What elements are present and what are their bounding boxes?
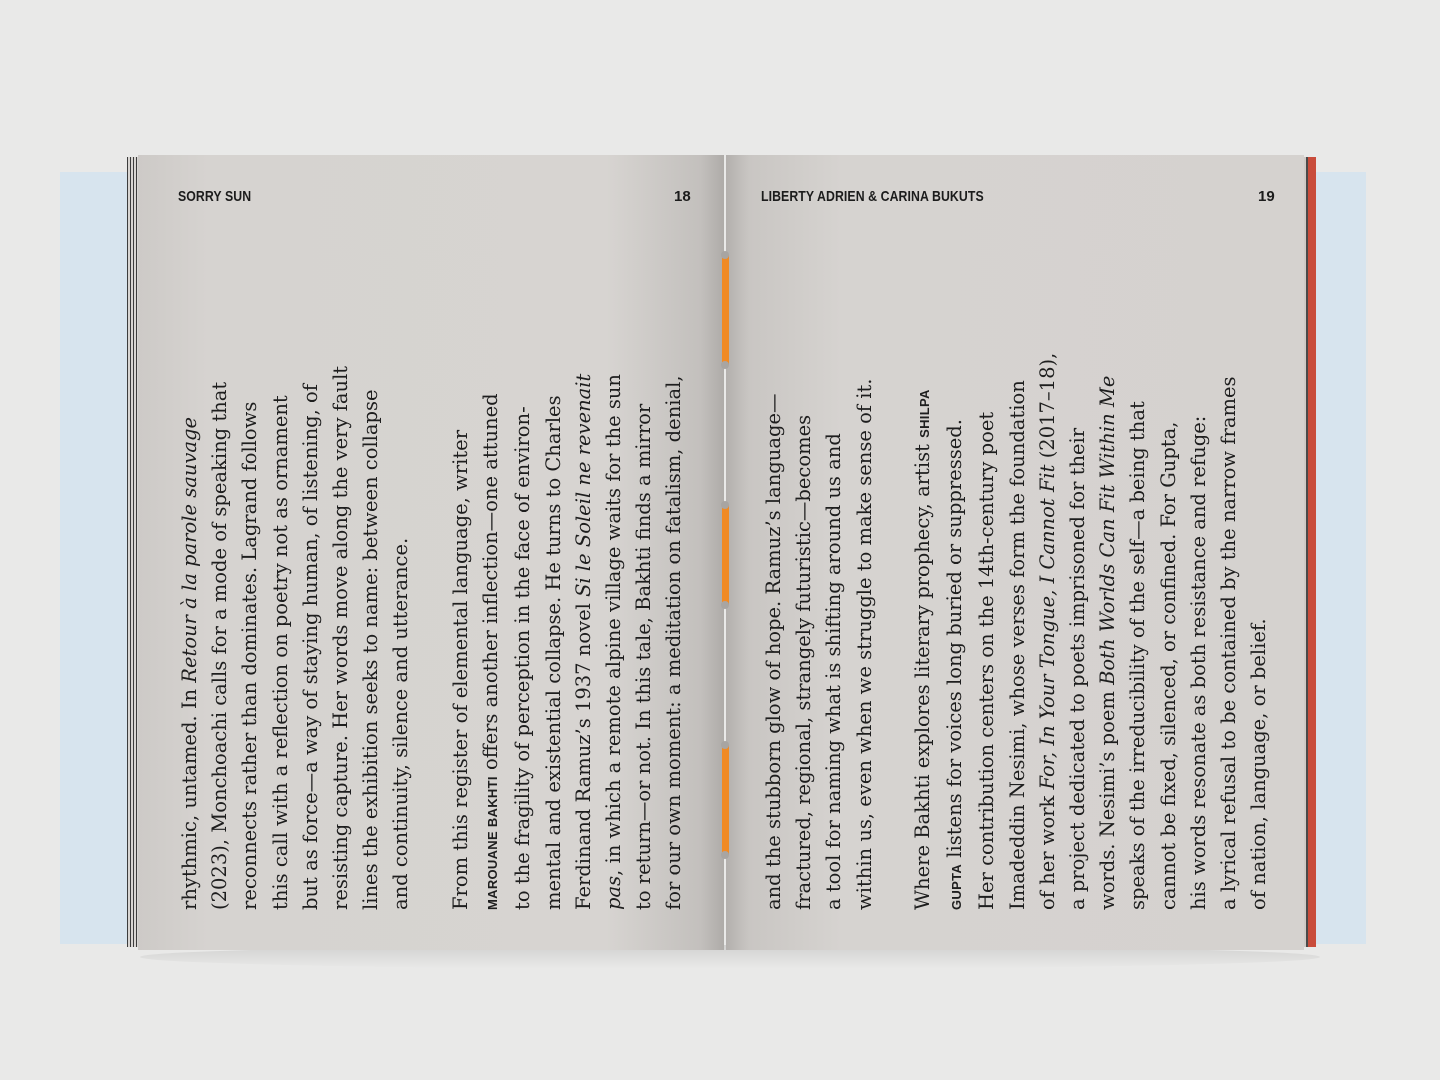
stitch-hole <box>721 501 729 509</box>
text-line: mental and existential collapse. He turns to Charles <box>541 395 565 910</box>
artist-name: GUPTA <box>949 863 965 910</box>
text-line: of nation, language, or belief. <box>1247 618 1271 910</box>
text-line: rhythmic, untamed. In Retour à la parole sauvage <box>178 416 201 910</box>
text-line: lines the exhibition seeks to name: between collapse <box>359 389 383 910</box>
text-line: of her work For, In Your Tongue, I Cannot Fit (2017–18), <box>1035 352 1059 910</box>
text-line: but as force—a way of staying human, of listening, of <box>298 383 322 910</box>
text-line: cannot be fixed, silenced, or confined. For Gupta, <box>1156 421 1180 910</box>
text-line: a lyrical refusal to be contained by the narrow frames <box>1217 376 1241 910</box>
text-line: and the stubborn glow of hope. Ramuz’s language— <box>762 393 785 910</box>
text-line: (2023), Monchoachi calls for a mode of speaking that <box>208 381 232 910</box>
left-page <box>138 155 724 950</box>
right-paragraph-1 <box>759 278 880 910</box>
left-paragraph-2 <box>446 278 690 910</box>
text-line: pas, in which a remote alpine village waits for the sun <box>602 374 626 910</box>
stitch-hole <box>721 601 729 609</box>
text-line: words. Nesimi’s poem Both Worlds Can Fit Within Me <box>1096 375 1120 910</box>
text-line: speaks of the irreducibility of the self—a being that <box>1126 401 1150 910</box>
stitch-hole <box>721 251 729 259</box>
running-head-left: SORRY SUN <box>178 188 252 205</box>
text-line: and continuity, silence and utterance. <box>389 537 413 910</box>
artist-name: SHILPA <box>917 389 932 438</box>
text-line: for our own moment: a meditation on fatalism, denial, <box>662 375 686 910</box>
text-line: reconnects rather than dominates. Lagrand follows <box>238 401 262 910</box>
stitch-hole <box>721 851 729 859</box>
text-line: to the fragility of perception in the face of environ- <box>511 406 535 910</box>
text-line: MAROUANE BAKHTI offers another inflection—one attuned <box>479 393 503 910</box>
page-number-left: 18 <box>674 188 691 205</box>
text-line: Imadeddin Nesimi, whose verses form the foundation <box>1005 380 1029 910</box>
text-line: GUPTA listens for voices long buried or suppressed. <box>943 419 967 910</box>
right-paragraph-2 <box>908 278 1274 910</box>
binding-thread <box>722 505 729 605</box>
page-number-right: 19 <box>1258 188 1275 205</box>
text-line: Ferdinand Ramuz’s 1937 novel Si le Soleil ne revenait <box>571 373 595 910</box>
right-page <box>726 155 1304 950</box>
page-edges-right <box>1303 157 1316 947</box>
text-line: a project dedicated to poets imprisoned for their <box>1066 427 1090 910</box>
text-line: Her contribution centers on the 14th-century poet <box>975 411 999 910</box>
text-line: Where Bakhti explores literary prophecy, artist SHILPA <box>911 389 934 910</box>
text-line: his words resonate as both resistance and refuge: <box>1186 415 1210 910</box>
text-line: within us, even when we struggle to make sense of it. <box>852 378 876 910</box>
text-line: to return—or not. In this tale, Bakhti finds a mirror <box>632 403 656 910</box>
text-line: fractured, regional, strangely futuristic—becomes <box>792 414 816 910</box>
text-line: this call with a reflection on poetry not as ornament <box>268 395 292 910</box>
text-line: a tool for naming what is shifting around us and <box>822 433 846 910</box>
binding-thread <box>722 745 729 855</box>
stitch-hole <box>721 361 729 369</box>
text-line: resisting capture. Her words move along the very fault <box>329 365 353 910</box>
text-line: From this register of elemental language, writer <box>449 429 472 910</box>
artist-name: MAROUANE BAKHTI <box>485 776 501 910</box>
running-head-right: LIBERTY ADRIEN & CARINA BUKUTS <box>761 188 984 205</box>
binding-thread <box>722 255 729 365</box>
stitch-hole <box>721 741 729 749</box>
left-paragraph-1 <box>175 278 417 910</box>
